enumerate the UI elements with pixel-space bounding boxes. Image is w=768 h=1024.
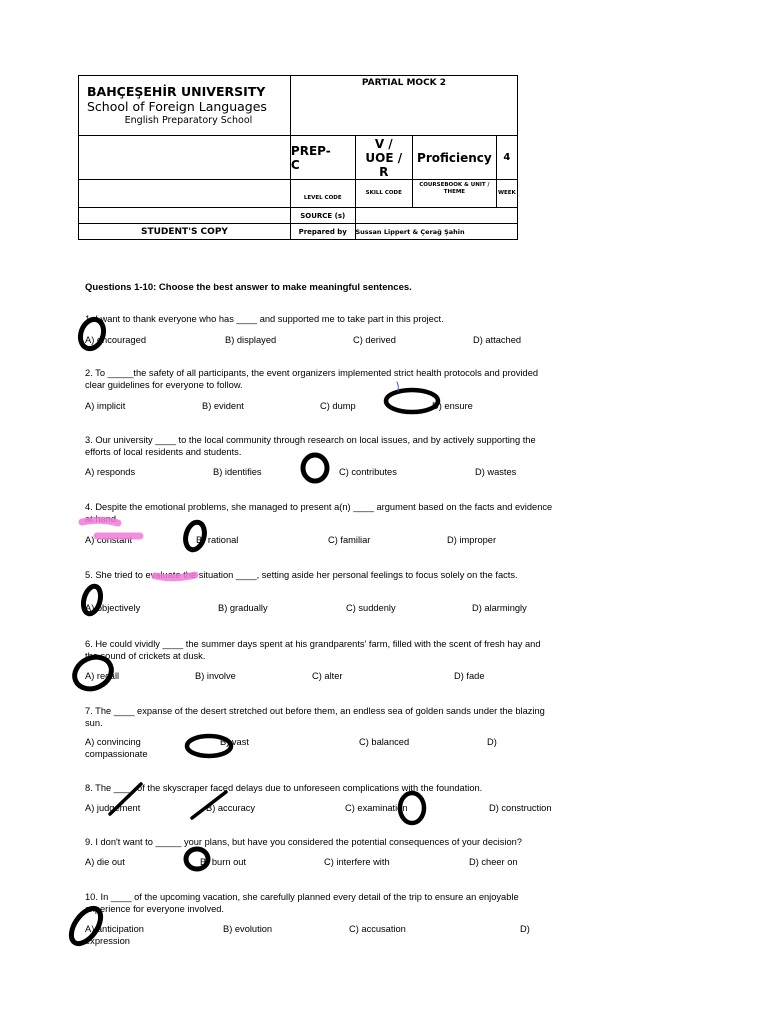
option-9d[interactable]: D) cheer on (469, 857, 518, 867)
question-3: 3. Our university ____ to the local community through research on local issues, and by actively supporting the efforts of local residents and students. (85, 435, 536, 457)
option-9c[interactable]: C) interfere with (324, 857, 390, 867)
empty-cell (79, 180, 291, 208)
option-10b[interactable]: B) evolution (223, 924, 273, 934)
question-1: 1. I want to thank everyone who has ____ and supported me to take part in this project. (85, 314, 444, 324)
week-value: 4 (496, 136, 517, 180)
header-table (78, 75, 518, 240)
option-9a[interactable]: A) die out (85, 857, 125, 867)
option-7a[interactable]: A) convincing (85, 737, 141, 747)
answer-circle-3 (303, 455, 327, 481)
instructions: Questions 1-10: Choose the best answer to make meaningful sentences. (85, 282, 412, 293)
option-5c[interactable]: C) suddenly (346, 603, 396, 613)
students-copy-label: STUDENT'S COPY (79, 224, 291, 240)
option-9b[interactable]: B) burn out (200, 857, 246, 867)
option-4a[interactable]: A) constant (85, 535, 133, 545)
option-10d[interactable]: D) (520, 924, 530, 934)
option-4d[interactable]: D) improper (447, 535, 497, 545)
option-4b[interactable]: B) rational (196, 535, 239, 545)
option-7d[interactable]: D) (487, 737, 497, 747)
prepared-by-value: Sussan Lippert & Çerağ Şahin (355, 224, 518, 240)
option-7b[interactable]: B) vast (220, 737, 249, 747)
option-2d[interactable]: D) ensure (432, 401, 473, 411)
option-8b[interactable]: B) accuracy (206, 803, 256, 813)
option-6c[interactable]: C) alter (312, 671, 343, 681)
question-4: 4. Despite the emotional problems, she managed to present a(n) ____ argument based on the facts and evidence at hand. (85, 502, 553, 524)
option-10d-text[interactable]: expression (85, 936, 130, 946)
option-8c[interactable]: C) examination (345, 803, 408, 813)
option-3d[interactable]: D) wastes (475, 467, 517, 477)
option-5b[interactable]: B) gradually (218, 603, 268, 613)
week-label: WEEK (496, 180, 517, 208)
question-5: 5. She tried to evaluate the situation ____, setting aside her personal feelings to focus solely on the facts. (85, 570, 518, 580)
option-6b[interactable]: B) involve (195, 671, 236, 681)
level-code-label: LEVEL CODE (290, 180, 355, 208)
option-3b[interactable]: B) identifies (213, 467, 262, 477)
option-10a[interactable]: A) anticipation (85, 924, 144, 934)
empty-cell (79, 136, 291, 180)
option-6a[interactable]: A) recall (85, 671, 120, 681)
option-2b[interactable]: B) evident (202, 401, 244, 411)
question-2: 2. To _____the safety of all participants, the event organizers implemented strict health protocols and provided clear guidelines for everyone to follow. (85, 368, 539, 390)
option-10c[interactable]: C) accusation (349, 924, 406, 934)
option-1a[interactable]: A) encouraged (85, 335, 146, 345)
coursebook-label: COURSEBOOK & UNIT / THEME (413, 180, 497, 208)
source-value (355, 208, 518, 224)
answer-circle-2 (386, 390, 438, 412)
option-8a[interactable]: A) judgement (85, 803, 141, 813)
empty-cell (79, 208, 291, 224)
school-name: School of Foreign Languages (87, 99, 267, 114)
option-4c[interactable]: C) familiar (328, 535, 371, 545)
prepared-by-label: Prepared by (290, 224, 355, 240)
question-9: 9. I don't want to _____ your plans, but have you considered the potential consequences of your decision? (85, 837, 522, 847)
question-7: 7. The ____ expanse of the desert stretched out before them, an endless sea of golden sands under the blazing sun. (85, 706, 545, 728)
source-label: SOURCE (s) (290, 208, 355, 224)
question-10: 10. In ____ of the upcoming vacation, she carefully planned every detail of the trip to ensure an enjoyable experience for everyone involved. (85, 892, 519, 914)
option-6d[interactable]: D) fade (454, 671, 485, 681)
skill-value: V / UOE / R (365, 136, 403, 179)
option-2c[interactable]: C) dump (320, 401, 356, 411)
option-1d[interactable]: D) attached (473, 335, 522, 345)
university-cell (79, 76, 291, 136)
option-7c[interactable]: C) balanced (359, 737, 410, 747)
level-value: PREP- C (290, 143, 331, 172)
option-5d[interactable]: D) alarmingly (472, 603, 527, 613)
skill-code-label: SKILL CODE (355, 180, 413, 208)
option-3c[interactable]: C) contributes (339, 467, 397, 477)
exam-title: PARTIAL MOCK 2 (290, 76, 517, 136)
prep-school-name: English Preparatory School (124, 115, 253, 126)
university-name: BAHÇEŞEHİR UNIVERSITY (87, 84, 266, 99)
option-1b[interactable]: B) displayed (225, 335, 277, 345)
coursebook-value: Proficiency (413, 136, 497, 180)
option-5a[interactable]: A) objectively (85, 603, 141, 613)
question-6: 6. He could vividly ____ the summer days spent at his grandparents' farm, filled with the scent of fresh hay and the sound of crickets at dusk. (85, 639, 541, 661)
question-8: 8. The ____ of the skyscraper faced delays due to unforeseen complications with the foundation. (85, 783, 483, 793)
option-7d-text[interactable]: compassionate (85, 749, 148, 759)
option-8d[interactable]: D) construction (489, 803, 552, 813)
option-3a[interactable]: A) responds (85, 467, 136, 477)
option-2a[interactable]: A) implicit (85, 401, 126, 411)
option-1c[interactable]: C) derived (353, 335, 396, 345)
